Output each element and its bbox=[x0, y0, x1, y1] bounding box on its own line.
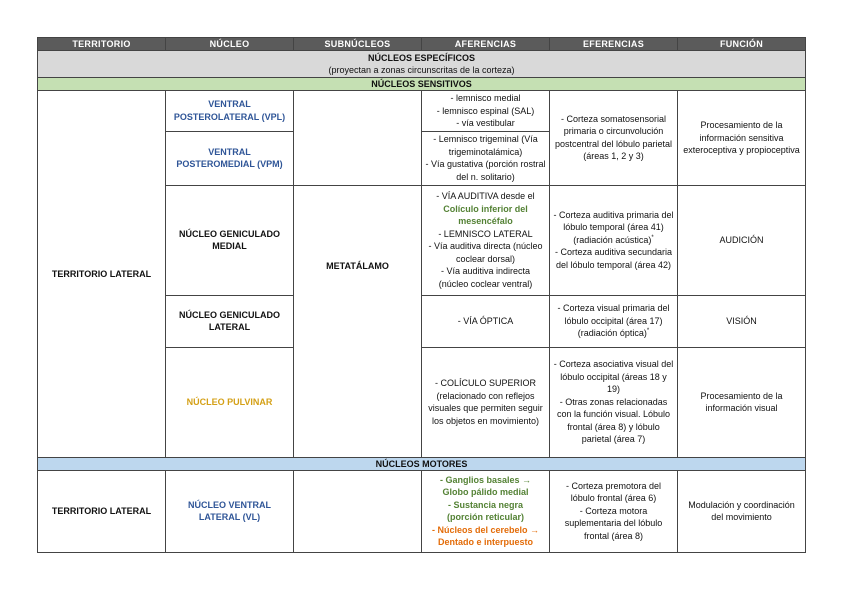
thalamic-nuclei-table bbox=[37, 37, 806, 553]
eferencia-vl-2: - Corteza motora suplementaria del lóbulo frontal (área 8) bbox=[564, 505, 663, 541]
aferencias-vl bbox=[422, 470, 550, 552]
footnote-mark-optica: * bbox=[646, 328, 650, 335]
aferencias-pulvinar bbox=[422, 347, 550, 457]
aferencia-gm-2: Colículo inferior del mesencéfalo bbox=[443, 203, 528, 226]
nucleus-geniculado-medial: NÚCLEO GENICULADO MEDIAL bbox=[166, 185, 294, 295]
header-nucleo: NÚCLEO bbox=[166, 38, 294, 51]
aferencia-vpm-2: - Vía gustativa (porción rostral del n. solitario) bbox=[425, 159, 546, 182]
header-subnucleos: SUBNÚCLEOS bbox=[294, 38, 422, 51]
band-motores-row bbox=[38, 457, 806, 470]
row-vpl bbox=[38, 91, 806, 132]
aferencia-vpl-3: - vía vestibular bbox=[456, 118, 515, 128]
band-especificos-title: NÚCLEOS ESPECÍFICOS bbox=[367, 52, 475, 63]
aferencia-vl-4: (porción reticular) bbox=[446, 512, 524, 522]
subnucleos-vl-empty bbox=[294, 470, 422, 552]
aferencia-vpl-1: - lemnisco medial bbox=[450, 93, 521, 103]
eferencia-gl-1: - Corteza visual primaria del lóbulo occipital (área 17) bbox=[557, 303, 670, 326]
eferencias-vp: - Corteza somatosensorial primaria o circunvolución postcentral del lóbulo parietal (áreas 1, 2 y 3) bbox=[550, 91, 678, 186]
eferencia-gm-2 bbox=[553, 234, 674, 247]
footnote-mark-acustica: * bbox=[651, 234, 654, 241]
eferencia-gl-2 bbox=[553, 327, 674, 340]
aferencia-vpl-2: - lemnisco espinal (SAL) bbox=[436, 105, 535, 116]
header-eferencias: EFERENCIAS bbox=[550, 38, 678, 51]
subnucleos-vp-empty bbox=[294, 91, 422, 186]
aferencias-gl: - VÍA ÓPTICA bbox=[422, 295, 550, 347]
aferencia-vl-5: - Núcleos del cerebelo → bbox=[431, 524, 540, 535]
band-especificos-subtitle: (proyectan a zonas circunscritas de la corteza) bbox=[328, 65, 515, 75]
territory-lateral-motores: TERRITORIO LATERAL bbox=[38, 470, 166, 552]
header-row bbox=[38, 38, 806, 51]
eferencia-pulvinar-2: - Otras zonas relacionadas con la función visual. Lóbulo frontal (área 8) y lóbulo parietal (área 7) bbox=[556, 396, 671, 445]
band-especificos-row bbox=[38, 51, 806, 78]
header-territorio: TERRITORIO bbox=[38, 38, 166, 51]
aferencia-gm-5: - Vía auditiva indirecta (núcleo coclear ventral) bbox=[438, 266, 533, 289]
eferencia-gm-2-text: (radiación acústica) bbox=[573, 234, 652, 245]
band-motores: NÚCLEOS MOTORES bbox=[38, 457, 806, 470]
eferencia-vl-1: - Corteza premotora del lóbulo frontal (área 6) bbox=[565, 480, 662, 504]
funcion-pulvinar: Procesamiento de la información visual bbox=[678, 347, 806, 457]
eferencias-pulvinar bbox=[550, 347, 678, 457]
eferencia-gl-2-text: (radiación óptica) bbox=[577, 328, 647, 339]
eferencias-gm bbox=[550, 185, 678, 295]
aferencias-vpm bbox=[422, 131, 550, 185]
subnucleo-metatalamo: METATÁLAMO bbox=[294, 185, 422, 347]
nucleus-pulvinar: NÚCLEO PULVINAR bbox=[166, 347, 294, 457]
aferencia-vpm-1: - Lemnisco trigeminal (Vía trigeminotalámica) bbox=[433, 134, 538, 157]
band-especificos bbox=[38, 51, 806, 78]
band-sensitivos: NÚCLEOS SENSITIVOS bbox=[38, 78, 806, 91]
aferencia-gm-4: - Vía auditiva directa (núcleo coclear dorsal) bbox=[428, 241, 543, 264]
eferencia-pulvinar-1: - Corteza asociativa visual del lóbulo occipital (áreas 18 y 19) bbox=[553, 359, 674, 395]
eferencias-gl bbox=[550, 295, 678, 347]
row-vl bbox=[38, 470, 806, 552]
nucleus-vl: NÚCLEO VENTRAL LATERAL (VL) bbox=[166, 470, 294, 552]
funcion-gl: VISIÓN bbox=[678, 295, 806, 347]
eferencia-gm-3: - Corteza auditiva secundaria del lóbulo temporal (área 42) bbox=[554, 247, 673, 270]
header-funcion: FUNCIÓN bbox=[678, 38, 806, 51]
funcion-vl: Modulación y coordinación del movimiento bbox=[678, 470, 806, 552]
aferencia-pulvinar-1: - COLÍCULO SUPERIOR bbox=[434, 378, 537, 388]
band-sensitivos-row bbox=[38, 78, 806, 91]
funcion-gm: AUDICIÓN bbox=[678, 185, 806, 295]
aferencias-gm bbox=[422, 185, 550, 295]
subnucleos-pulvinar-empty bbox=[294, 347, 422, 457]
nucleus-geniculado-lateral: NÚCLEO GENICULADO LATERAL bbox=[166, 295, 294, 347]
aferencia-vl-2: Globo pálido medial bbox=[442, 487, 529, 497]
header-aferencias: AFERENCIAS bbox=[422, 38, 550, 51]
aferencia-vl-3: - Sustancia negra bbox=[447, 499, 524, 510]
aferencias-vpl bbox=[422, 91, 550, 132]
eferencias-vl bbox=[550, 470, 678, 552]
aferencia-gm-1: - VÍA AUDITIVA desde el bbox=[436, 191, 535, 201]
nucleus-vpm: VENTRAL POSTEROMEDIAL (VPM) bbox=[166, 131, 294, 185]
funcion-vp: Procesamiento de la información sensitiva exteroceptiva y propioceptiva bbox=[678, 91, 806, 186]
aferencia-gm-3: - LEMNISCO LATERAL bbox=[438, 228, 533, 239]
nucleus-vpl: VENTRAL POSTEROLATERAL (VPL) bbox=[166, 91, 294, 132]
aferencia-vl-1: - Ganglios basales → bbox=[439, 474, 532, 485]
aferencia-pulvinar-2: (relacionado con reflejos visuales que permiten seguir los objetos en movimiento) bbox=[428, 390, 543, 426]
eferencia-gm-1: - Corteza auditiva primaria del lóbulo temporal (área 41) bbox=[553, 209, 674, 233]
aferencia-vl-6: Dentado e interpuesto bbox=[437, 537, 533, 547]
territory-lateral-sensitivos: TERRITORIO LATERAL bbox=[38, 91, 166, 458]
